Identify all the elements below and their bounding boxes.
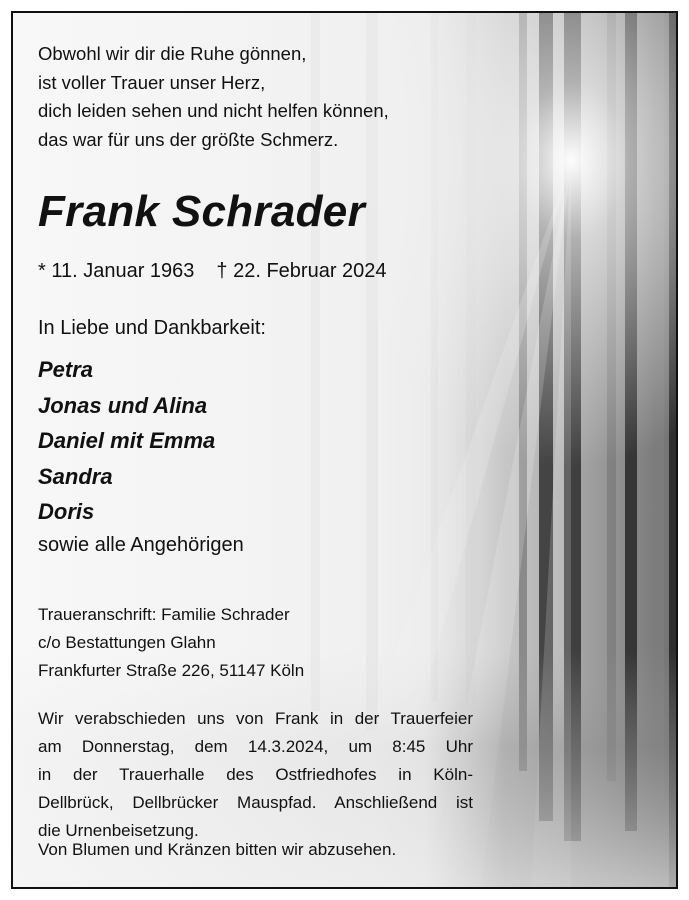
verse-line: Obwohl wir dir die Ruhe gönnen, [38, 43, 307, 64]
birth-date: * 11. Januar 1963 [38, 260, 195, 282]
life-dates [38, 260, 387, 283]
mourner-list [38, 352, 215, 530]
ceremony-info [38, 705, 473, 845]
deceased-name: Frank Schrader [38, 187, 366, 236]
flowers-note: Von Blumen und Kränzen bitten wir abzusehen. [38, 840, 397, 859]
mourner-name: Petra [38, 357, 94, 382]
verse-line: das war für uns der größte Schmerz. [38, 128, 339, 150]
mourner-name: Jonas und Alina [38, 392, 208, 418]
address-line: Traueranschrift: Familie Schrader [38, 605, 290, 624]
verse-line: ist voller Trauer unser Herz, [38, 71, 266, 93]
mourning-address [38, 601, 304, 685]
ceremony-line: in der Trauerhalle des Ostfriedhofes in Köln- [38, 765, 473, 784]
relatives-line: sowie alle Angehörigen [38, 534, 244, 556]
mourners-intro: In Liebe und Dankbarkeit: [38, 317, 266, 339]
ceremony-line: die Urnenbeisetzung. [38, 821, 199, 840]
mourner-name: Doris [38, 499, 95, 524]
verse [38, 40, 389, 154]
verse-line: dich leiden sehen und nicht helfen können, [38, 100, 389, 121]
mourner-name: Daniel mit Emma [38, 428, 216, 453]
address-line: Frankfurter Straße 226, 51147 Köln [38, 661, 305, 680]
mourner-name: Sandra [38, 463, 113, 489]
obituary-notice [11, 11, 678, 889]
death-date: † 22. Februar 2024 [216, 260, 387, 282]
ceremony-line: Wir verabschieden uns von Frank in der Trauerfeier [38, 709, 473, 728]
ceremony-line: am Donnerstag, dem 14.3.2024, um 8:45 Uhr [38, 737, 473, 756]
ceremony-line: Dellbrück, Dellbrücker Mauspfad. Anschließend ist [38, 793, 473, 812]
address-line: c/o Bestattungen Glahn [38, 633, 216, 652]
